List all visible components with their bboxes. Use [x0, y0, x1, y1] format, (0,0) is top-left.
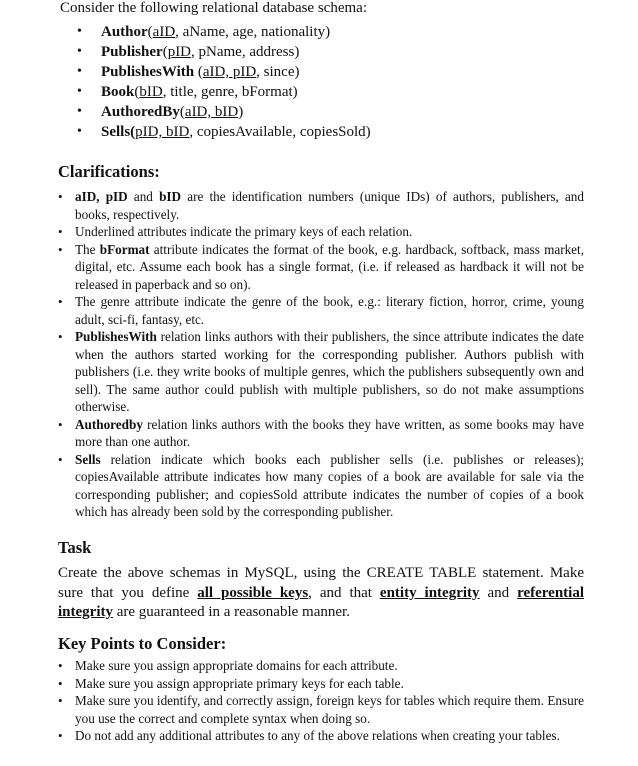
schema-list [74, 22, 371, 142]
bullet: • [77, 44, 82, 59]
list-item [58, 451, 584, 521]
relation-name: Publisher [101, 44, 163, 60]
text: and [127, 189, 160, 204]
text: The [75, 241, 100, 257]
list-item [58, 416, 584, 451]
schema-item [74, 122, 371, 142]
paren: ( [162, 44, 168, 60]
schema-item [74, 42, 371, 62]
bullet: • [58, 728, 63, 743]
text: Do not add any additional attributes to any of the above relations when creating your tables. [75, 728, 560, 743]
list-item [58, 675, 584, 693]
task-heading: Task [58, 538, 92, 557]
attributes: , pName, address) [191, 44, 300, 60]
bullet: • [58, 416, 63, 432]
schema-item [74, 22, 371, 42]
text: are guaranteed in a reasonable manner. [112, 604, 350, 620]
bullet: • [77, 104, 82, 119]
bullet: • [77, 124, 82, 139]
bullet: • [58, 294, 63, 309]
task-paragraph [58, 564, 584, 623]
primary-key: pID [167, 44, 192, 60]
list-item [58, 241, 584, 294]
bold-term: PublishesWith [75, 329, 157, 344]
bold-term: Sells [75, 451, 101, 467]
clarifications-heading: Clarifications: [58, 162, 160, 181]
list-item [58, 692, 584, 727]
relation-name: Sells( [101, 124, 136, 140]
attributes: , title, genre, bFormat) [162, 84, 298, 100]
primary-key: aID [152, 24, 176, 40]
primary-key: bID [139, 84, 163, 100]
emphasis: entity integrity [379, 584, 480, 601]
text: Create the above schemas in MySQL, using the CREATE TABLE statement. Make sure that you define [58, 565, 584, 601]
attributes: , copiesAvailable, copiesSold) [189, 124, 371, 140]
bullet: • [58, 241, 63, 257]
schema-item [74, 62, 371, 82]
list-item [58, 223, 584, 241]
relation-name: Author [101, 24, 148, 40]
text: The genre attribute indicate the genre of the book, e.g.: literary fiction, horror, crime, young adult, sci-fi, fantasy, etc. [75, 294, 584, 327]
bullet: • [58, 329, 63, 344]
primary-key: aID, pID [202, 64, 257, 80]
key-points-heading: Key Points to Consider: [58, 634, 227, 653]
text: attribute indicates the format of the book, e.g. hardback, softback, mass market, digital, etc. Assume each book has a single format, (i.e. if released as hardback it will not be released in paperback and so on). [75, 241, 584, 292]
list-item [58, 657, 584, 675]
emphasis: all possible keys [197, 584, 309, 601]
attributes: , since) [256, 64, 300, 80]
key-points-list [58, 657, 584, 745]
bold-term: aID, pID [75, 189, 128, 204]
bullet: • [77, 24, 82, 39]
text: are the identification numbers (unique IDs) of authors, publishers, and books, respectively. [75, 189, 584, 222]
primary-key: pID, bID [135, 124, 190, 140]
paren: ( [179, 104, 185, 120]
bullet: • [58, 189, 63, 204]
text: relation indicate which books each publisher sells (i.e. publishes or releases); copiesAvailable attribute indicates how many copies of a book are available for sale via the corresponding publisher; and copiesSold attribute indicates the number of copies of a book which has already been sold by the corresponding publisher. [75, 451, 584, 519]
text: relation links authors with the books they have written, as some books may have more than one author. [75, 416, 584, 449]
text: Make sure you assign appropriate domains for each attribute. [75, 658, 398, 673]
bullet: • [77, 84, 82, 99]
paren: ( [134, 84, 140, 100]
list-item [58, 293, 584, 328]
paren: ( [147, 24, 153, 40]
intro-text: Consider the following relational database schema: [60, 0, 367, 16]
bold-term: Authoredby [75, 416, 143, 432]
schema-item [74, 102, 371, 122]
text: Make sure you assign appropriate primary keys for each table. [75, 675, 404, 691]
attributes: , aName, age, nationality) [175, 24, 331, 40]
text: and [479, 584, 518, 601]
bullet: • [58, 693, 63, 708]
bold-term: bID [159, 189, 182, 204]
bullet: • [58, 658, 63, 673]
relation-name: Book [101, 84, 135, 100]
bold-term: bFormat [99, 241, 150, 257]
text: Make sure you identify, and correctly assign, foreign keys for tables which require them. Ensure you use the correct and complete syntax when doing so. [75, 693, 584, 726]
list-item [58, 328, 584, 416]
relation-name: PublishesWith [101, 64, 195, 80]
primary-key: aID, bID [184, 104, 239, 120]
list-item [58, 727, 584, 745]
bullet: • [77, 64, 82, 79]
bullet: • [58, 675, 63, 691]
attributes: ) [238, 104, 244, 120]
clarifications-list [58, 188, 584, 521]
list-item [58, 188, 584, 223]
text: , and that [308, 584, 380, 601]
emphasis: referential integrity [58, 584, 584, 620]
paren: ( [194, 64, 203, 80]
text: relation links authors with their publishers, the since attribute indicates the date when the authors started working for the corresponding publisher. Authors publish with publishers (i.e. they write books of multiple genres, which the publishers subsequently own and sell). The same author could publish with multiple publishers, so do not make assumptions otherwise. [75, 329, 584, 414]
relation-name: AuthoredBy [101, 104, 180, 120]
bullet: • [58, 224, 63, 239]
text: Underlined attributes indicate the primary keys of each relation. [75, 224, 413, 239]
schema-item [74, 82, 371, 102]
bullet: • [58, 451, 63, 467]
